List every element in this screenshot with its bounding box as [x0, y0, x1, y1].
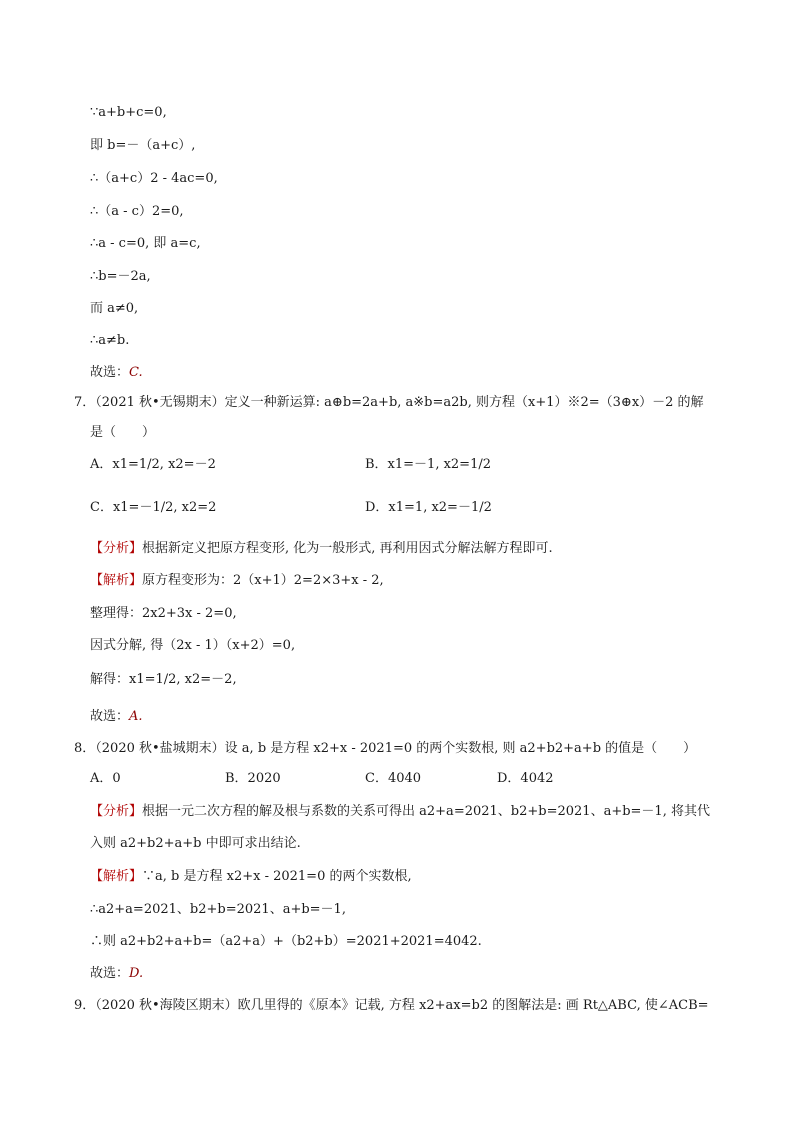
- solution-line: ∴则 a2+b2+a+b=（a2+a）+（b2+b）=2021+2021=4042.: [90, 934, 482, 949]
- question-stem: 7．（2021 秋•无锡期末）定义一种新运算: a⊕b=2a+b, a※b=a2b, 则方程（x+1）※2=（3⊕x）－2 的解: [74, 395, 704, 410]
- solution-line: ∴a≠b.: [90, 333, 130, 348]
- analysis-line: 入则 a2+b2+a+b 中即可求出结论.: [90, 836, 301, 851]
- answer-value: D.: [129, 966, 144, 981]
- option-b[interactable]: B．2020: [225, 771, 281, 786]
- question-stem: 9．（2020 秋•海陵区期末）欧几里得的《原本》记载, 方程 x2+ax=b2 的图解法是: 画 Rt△ABC, 使∠ACB=: [74, 998, 709, 1013]
- solution-line: ∴b=－2a,: [90, 269, 151, 284]
- solution-line: 整理得：2x2+3x - 2=0,: [90, 606, 237, 621]
- solution-line: 解得：x1=1/2, x2=－2,: [90, 672, 237, 687]
- solution-line: ∴a - c=0, 即 a=c,: [90, 236, 201, 251]
- solution-line: 【解析】∵a, b 是方程 x2+x - 2021=0 的两个实数根,: [90, 869, 412, 884]
- option-c[interactable]: C．x1=－1/2, x2=2: [90, 500, 217, 515]
- solution-line: 【解析】原方程变形为：2（x+1）2=2×3+x - 2,: [90, 573, 384, 588]
- solution-line: ∴（a+c）2 - 4ac=0,: [90, 171, 218, 186]
- answer-line: 故选：A.: [90, 709, 143, 724]
- analysis-tag: 【分析】: [90, 804, 143, 819]
- question-stem-continued: 是（ ）: [90, 425, 156, 440]
- option-d[interactable]: D．x1=1, x2=－1/2: [365, 500, 492, 515]
- solution-line: 因式分解, 得（2x - 1）（x+2）=0,: [90, 638, 296, 653]
- analysis-line: 【分析】根据一元二次方程的解及根与系数的关系可得出 a2+a=2021、b2+b=2021、a+b=－1, 将其代: [90, 804, 710, 819]
- option-b[interactable]: B．x1=－1, x2=1/2: [365, 457, 492, 472]
- answer-value: C.: [129, 365, 143, 380]
- solution-line: ∴（a - c）2=0,: [90, 204, 184, 219]
- option-d[interactable]: D．4042: [497, 771, 554, 786]
- question-stem: 8．（2020 秋•盐城期末）设 a, b 是方程 x2+x - 2021=0 的两个实数根, 则 a2+b2+a+b 的值是（ ）: [74, 741, 697, 756]
- solution-tag: 【解析】: [90, 869, 143, 884]
- solution-line: ∵a+b+c=0,: [90, 105, 167, 120]
- analysis-tag: 【分析】: [90, 541, 143, 556]
- analysis-line: 【分析】根据新定义把原方程变形, 化为一般形式, 再利用因式分解法解方程即可.: [90, 541, 553, 556]
- solution-line: ∴a2+a=2021、b2+b=2021、a+b=－1,: [90, 902, 346, 917]
- option-a[interactable]: A．0: [90, 771, 121, 786]
- option-a[interactable]: A．x1=1/2, x2=－2: [90, 457, 216, 472]
- solution-line: 而 a≠0,: [90, 301, 139, 316]
- answer-line: 故选：D.: [90, 966, 144, 981]
- answer-value: A.: [129, 709, 143, 724]
- answer-line: 故选：C.: [90, 365, 143, 380]
- solution-line: 即 b=－（a+c）,: [90, 138, 196, 153]
- solution-tag: 【解析】: [90, 573, 143, 588]
- option-c[interactable]: C．4040: [365, 771, 422, 786]
